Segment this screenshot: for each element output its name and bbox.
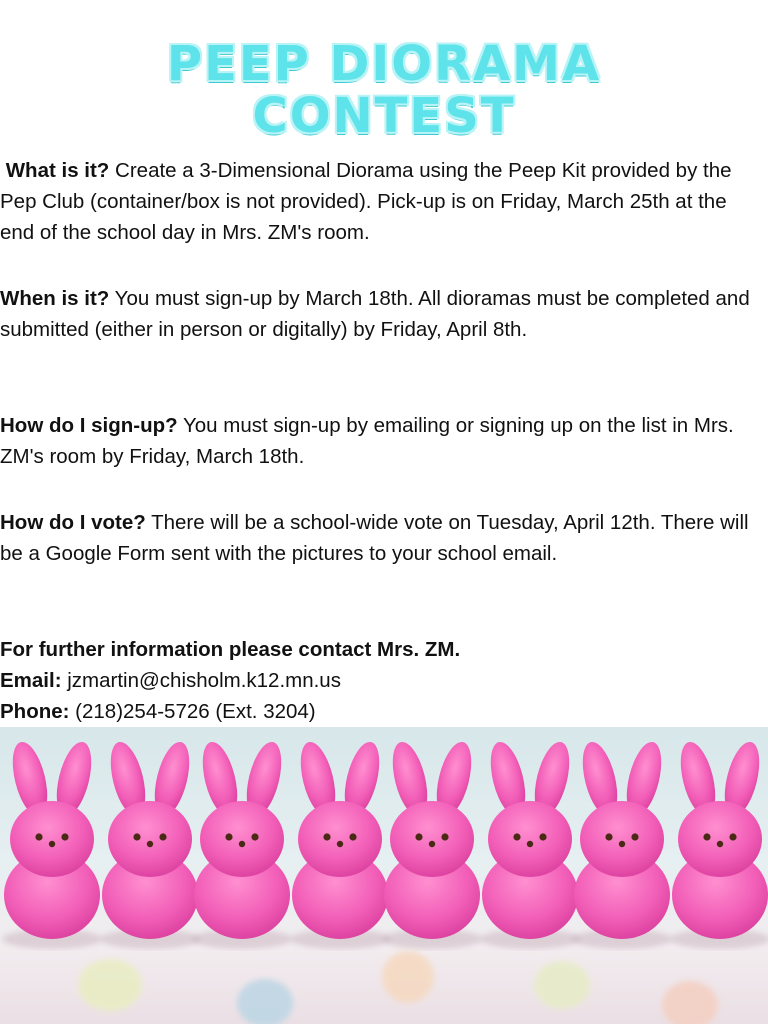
peep-nose (147, 841, 153, 847)
peep-nose (429, 841, 435, 847)
peep-eye (159, 833, 166, 840)
peep-eye (703, 833, 710, 840)
easter-egg (237, 979, 293, 1024)
peep-eye (133, 833, 140, 840)
peep-bunny (290, 738, 390, 949)
section-how-vote (0, 507, 762, 569)
contest-title-line-1: PEEP DIORAMA (166, 36, 602, 92)
email-address: jzmartin@chisholm.k12.mn.us (67, 669, 341, 692)
peep-eye (323, 833, 330, 840)
peep-nose (619, 841, 625, 847)
section-signup-label: How do I sign-up? (0, 414, 178, 437)
section-signup-text: You must sign-up by emailing or signing up on the list in Mrs. ZM's room by Friday, March 18th. (0, 414, 734, 468)
peep-eye (605, 833, 612, 840)
peeps-photo (0, 727, 768, 1024)
peep-eye (513, 833, 520, 840)
section-vote-text: There will be a school-wide vote on Tuesday, April 12th. There will be a Google Form sent with the pictures to your school email. (0, 511, 749, 565)
peep-eye (539, 833, 546, 840)
peep-bunny (100, 738, 200, 949)
peep-nose (527, 841, 533, 847)
peep-head (10, 801, 94, 877)
peep-nose (717, 841, 723, 847)
phone-number: (218)254-5726 (Ext. 3204) (75, 700, 316, 723)
peep-head (298, 801, 382, 877)
peep-eye (415, 833, 422, 840)
peep-eye (729, 833, 736, 840)
peep-eye (225, 833, 232, 840)
peep-eye (631, 833, 638, 840)
peep-head (488, 801, 572, 877)
peep-bunny (2, 738, 102, 949)
peep-bunny (192, 738, 292, 949)
section-what-text: Create a 3-Dimensional Diorama using the Peep Kit provided by the Pep Club (container/box is not provided). Pick-up is on Friday, March 25th at the end of the school day in Mrs. ZM's room. (0, 159, 732, 244)
peep-nose (49, 841, 55, 847)
peep-head (108, 801, 192, 877)
section-when-is-it (0, 283, 762, 345)
section-when-text: You must sign-up by March 18th. All dioramas must be completed and submitted (either in person or digitally) by Friday, April 8th. (0, 287, 750, 341)
easter-egg (662, 981, 718, 1024)
section-vote-label: How do I vote? (0, 511, 146, 534)
peep-nose (337, 841, 343, 847)
easter-egg (78, 959, 142, 1011)
peeps-group (2, 738, 768, 949)
peeps-illustration (0, 727, 768, 1024)
email-label: Email: (0, 669, 62, 692)
contact-block (0, 634, 762, 727)
peep-nose (239, 841, 245, 847)
peep-bunny (670, 738, 768, 949)
peep-head (678, 801, 762, 877)
easter-eggs (78, 951, 718, 1024)
peep-eye (441, 833, 448, 840)
peep-eye (35, 833, 42, 840)
section-how-sign-up (0, 410, 762, 472)
easter-egg (534, 961, 590, 1009)
section-when-label: When is it? (0, 287, 110, 310)
section-what-label: What is it? (5, 159, 110, 182)
peep-eye (349, 833, 356, 840)
peep-eye (251, 833, 258, 840)
peep-bunny (480, 738, 580, 949)
section-what-is-it (0, 155, 762, 248)
peep-bunny (572, 738, 672, 949)
peep-head (580, 801, 664, 877)
peep-eye (61, 833, 68, 840)
peep-bunny (382, 738, 482, 949)
contest-title-line-2: CONTEST (252, 88, 516, 144)
contact-heading: For further information please contact Mrs. ZM. (0, 638, 461, 661)
peep-head (200, 801, 284, 877)
phone-label: Phone: (0, 700, 70, 723)
easter-egg (382, 951, 434, 1003)
peep-head (390, 801, 474, 877)
